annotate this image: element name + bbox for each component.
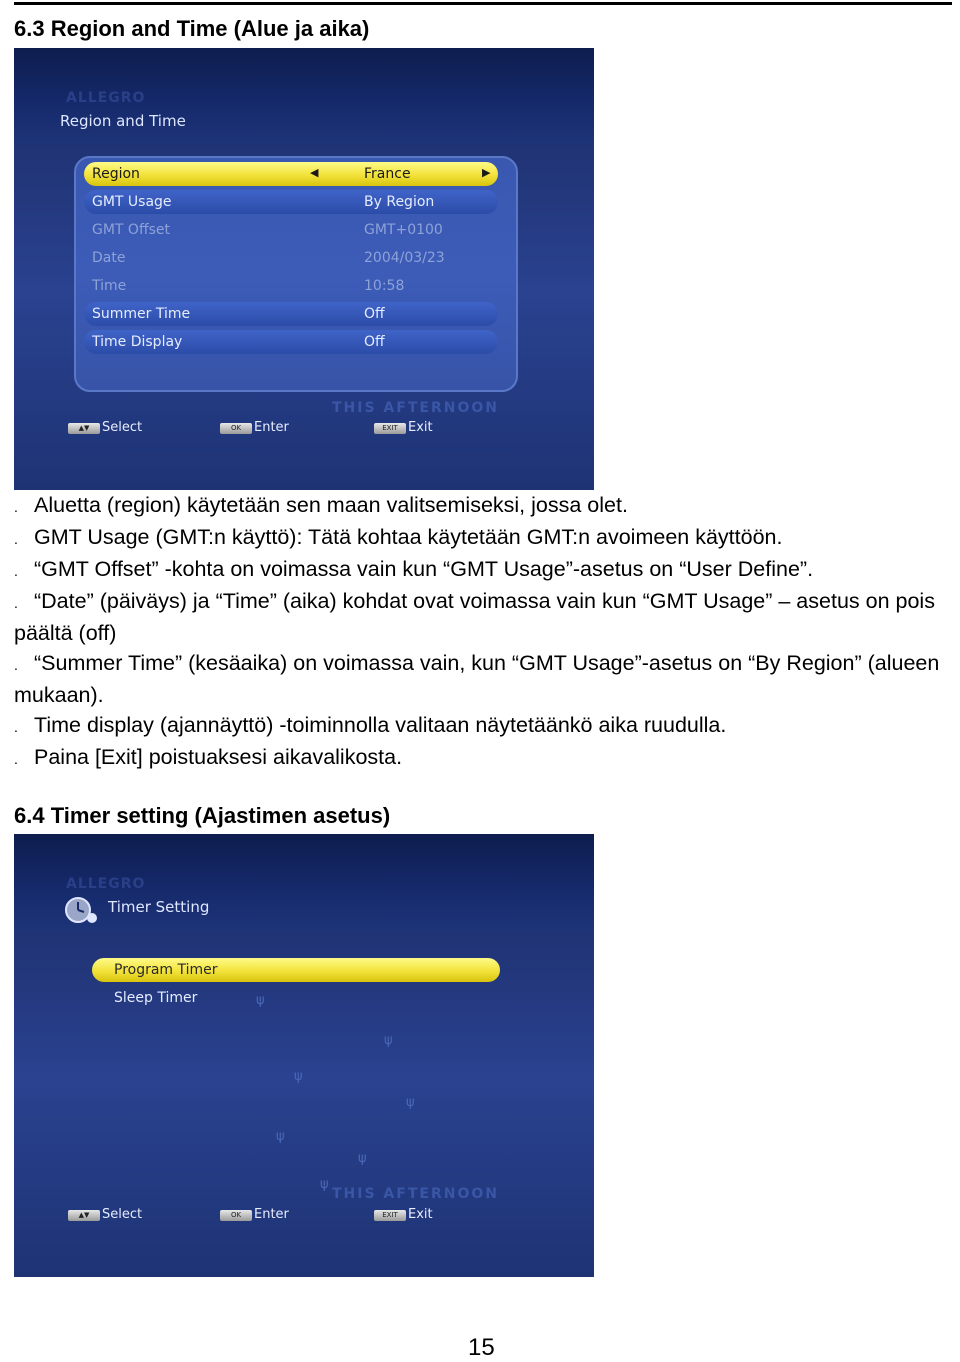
row-value: 2004/03/23: [364, 250, 445, 266]
menu-row-gmt-offset: [84, 218, 498, 242]
row-value: France: [364, 166, 411, 182]
menu-row-time: [84, 274, 498, 298]
watermark-text: THIS AFTERNOON: [332, 1186, 499, 1202]
bullet-icon: .: [14, 499, 18, 515]
menu-row-region[interactable]: [84, 162, 498, 186]
footer-enter[interactable]: OK Enter: [220, 420, 289, 440]
bullet-list: [14, 490, 954, 774]
map-marker-icon: ψ: [294, 1069, 303, 1084]
timer-setting-screenshot: [14, 834, 594, 1277]
screen-title: Region and Time: [60, 112, 186, 130]
row-label: Summer Time: [92, 306, 191, 322]
row-value: GMT+0100: [364, 222, 443, 238]
screen-footer: [14, 412, 594, 448]
brand-logo: ALLEGRO: [66, 90, 146, 106]
map-marker-icon: ψ: [256, 993, 265, 1008]
arrow-left-icon[interactable]: ◀: [310, 166, 319, 179]
footer-select[interactable]: ▲▼ Select: [68, 420, 142, 440]
footer-enter[interactable]: OK Enter: [220, 1207, 289, 1227]
row-label: Region: [92, 166, 140, 182]
top-rule: [14, 2, 952, 5]
region-time-screenshot: [14, 48, 594, 490]
clock-icon: [58, 888, 104, 928]
row-label: Date: [92, 250, 126, 266]
watermark-text: THIS AFTERNOON: [332, 400, 499, 416]
ok-key-icon: OK: [220, 1210, 252, 1221]
bullet-icon: .: [14, 563, 18, 579]
menu-row-date: [84, 246, 498, 270]
menu-row-time-display[interactable]: [84, 330, 498, 354]
row-label: Program Timer: [114, 962, 218, 978]
map-marker-icon: ψ: [384, 1033, 393, 1048]
map-marker-icon: ψ: [406, 1095, 415, 1110]
menu-row-summer-time[interactable]: [84, 302, 498, 326]
bullet-icon: .: [14, 719, 18, 735]
map-marker-icon: ψ: [358, 1151, 367, 1166]
updown-key-icon: ▲▼: [68, 1210, 100, 1221]
footer-select[interactable]: ▲▼ Select: [68, 1207, 142, 1227]
row-label: Time Display: [92, 334, 183, 350]
row-value: By Region: [364, 194, 435, 210]
bullet-icon: .: [14, 751, 18, 767]
bullet-item: . Aluetta (region) käytetään sen maan valitsemiseksi, jossa olet.: [14, 490, 954, 522]
section-heading-timer-setting: 6.4 Timer setting (Ajastimen asetus): [14, 803, 391, 828]
bullet-item: . “Summer Time” (kesäaika) on voimassa vain, kun “GMT Usage”-asetus on “By Region” (alueen mukaan).: [14, 651, 940, 707]
menu-row-gmt-usage[interactable]: [84, 190, 498, 214]
bullet-icon: .: [14, 531, 18, 547]
updown-key-icon: ▲▼: [68, 423, 100, 434]
section-heading-region-time: 6.3 Region and Time (Alue ja aika): [14, 16, 370, 41]
menu-row-sleep-timer[interactable]: [92, 986, 500, 1010]
exit-key-icon: EXIT: [374, 423, 406, 434]
screen-footer: [14, 1199, 594, 1235]
ok-key-icon: OK: [220, 423, 252, 434]
bullet-icon: .: [14, 657, 18, 673]
bullet-icon: .: [14, 595, 18, 611]
page-number: 15: [468, 1334, 495, 1361]
footer-exit[interactable]: EXIT Exit: [374, 420, 433, 440]
row-value: 10:58: [364, 278, 405, 294]
arrow-right-icon[interactable]: ▶: [482, 166, 491, 179]
map-marker-icon: ψ: [276, 1129, 285, 1144]
row-label: Sleep Timer: [114, 990, 198, 1006]
screen-title: Timer Setting: [108, 898, 210, 916]
footer-exit[interactable]: EXIT Exit: [374, 1207, 433, 1227]
menu-row-program-timer[interactable]: [92, 958, 500, 982]
map-marker-icon: ψ: [320, 1177, 329, 1192]
brand-logo: ALLEGRO: [66, 876, 146, 892]
bullet-item: . “GMT Offset” -kohta on voimassa vain kun “GMT Usage”-asetus on “User Define”.: [14, 554, 954, 586]
row-label: Time: [92, 278, 127, 294]
bullet-item: . Time display (ajannäyttö) -toiminnolla valitaan näytetäänkö aika ruudulla.: [14, 710, 954, 742]
bullet-item: . Paina [Exit] poistuaksesi aikavalikosta.: [14, 742, 954, 774]
bullet-item: . “Date” (päiväys) ja “Time” (aika) kohdat ovat voimassa vain kun “GMT Usage” – asetus on pois päältä (off): [14, 589, 935, 645]
row-value: Off: [364, 334, 385, 350]
row-label: GMT Usage: [92, 194, 172, 210]
exit-key-icon: EXIT: [374, 1210, 406, 1221]
bullet-item: . GMT Usage (GMT:n käyttö): Tätä kohtaa käytetään GMT:n avoimeen käyttöön.: [14, 522, 954, 554]
row-label: GMT Offset: [92, 222, 170, 238]
row-value: Off: [364, 306, 385, 322]
